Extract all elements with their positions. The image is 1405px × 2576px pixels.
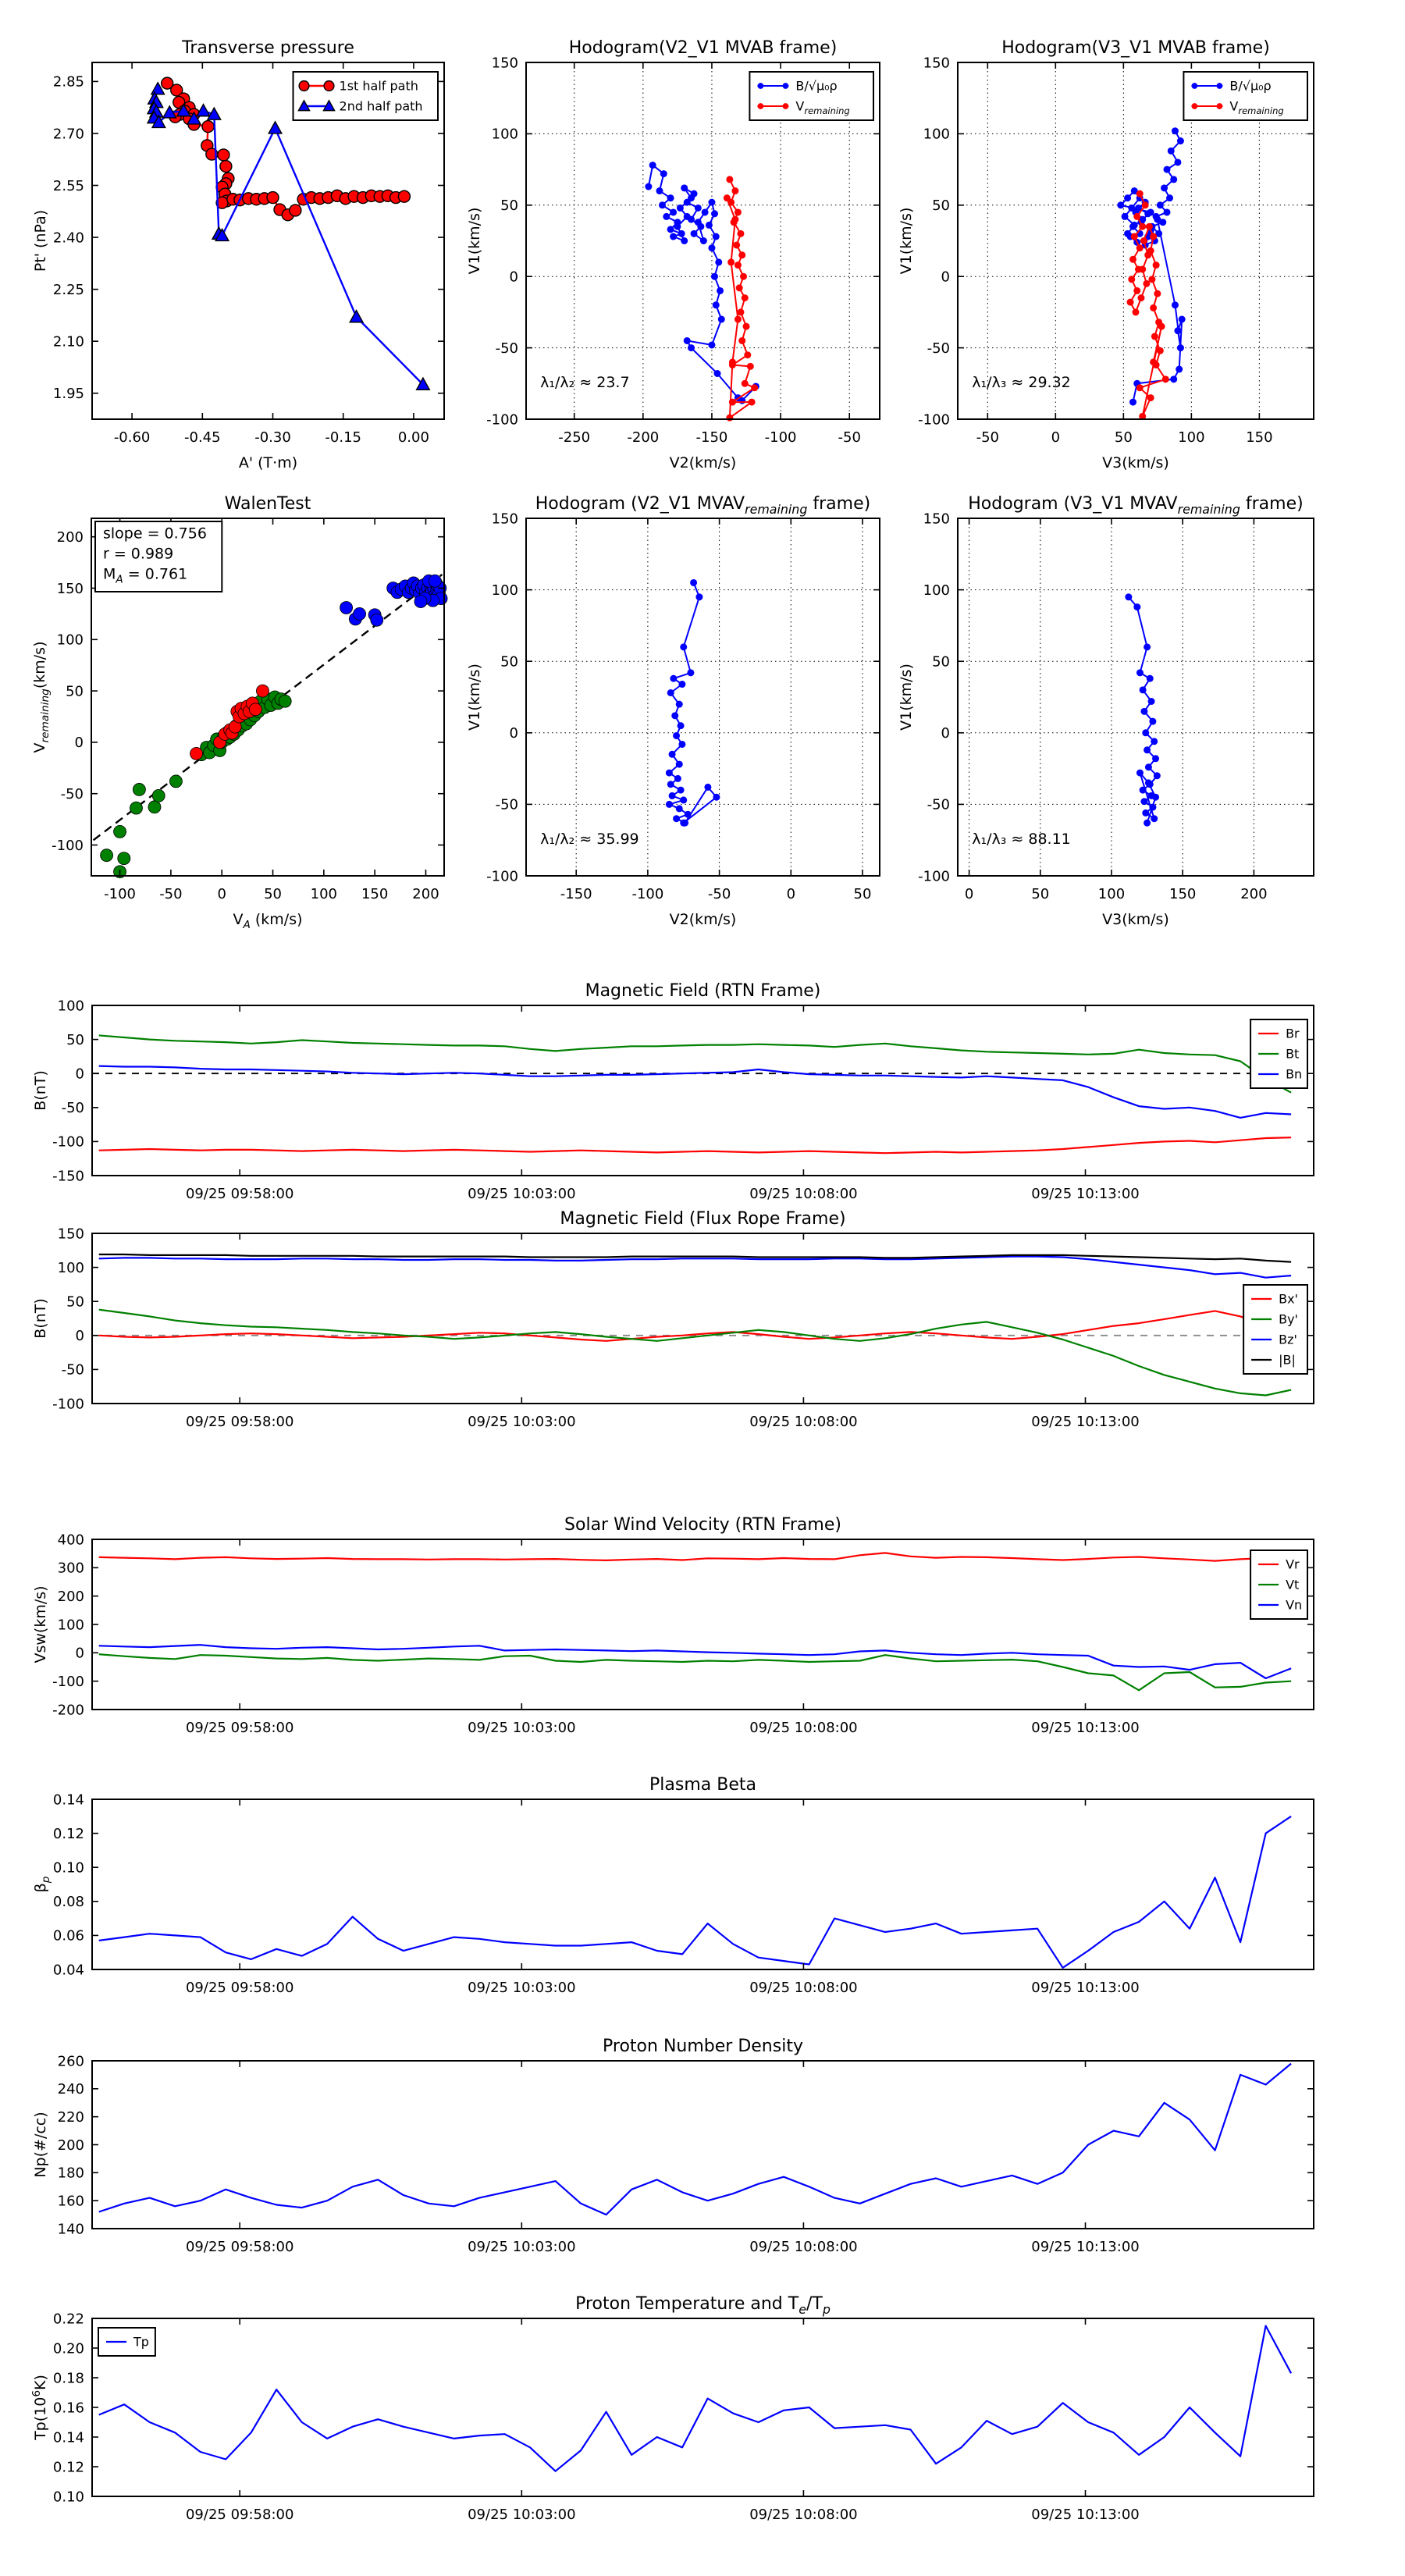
ts-magnetic-fluxrope-xtick-label: 09/25 10:13:00 bbox=[1031, 1414, 1140, 1430]
ts-plasma-beta-ytick-label: 0.10 bbox=[52, 1859, 84, 1877]
hodogram-v2v1-mvab-xtick-label: -200 bbox=[627, 429, 660, 446]
ts-plasma-beta-series-beta-p bbox=[99, 1816, 1291, 1968]
ts-proton-density-ytick-label: 140 bbox=[57, 2221, 84, 2238]
ts-magnetic-fluxrope-xtick-label: 09/25 10:08:00 bbox=[749, 1414, 858, 1430]
hodogram-v2v1-mvav-xtick-label: -100 bbox=[631, 886, 664, 902]
ts-magnetic-rtn-series-bn bbox=[99, 1066, 1291, 1118]
ts-magnetic-fluxrope-series-by-prime bbox=[99, 1310, 1291, 1396]
transverse-pressure-ytick-label: 2.10 bbox=[52, 333, 84, 350]
transverse-pressure-xtick-label: -0.60 bbox=[113, 429, 151, 446]
ts-proton-temperature-title: Proton Temperature and $T_e/T_p$ bbox=[575, 2294, 831, 2317]
hodogram-v2v1-mvav-xtick-label: -50 bbox=[707, 886, 731, 902]
transverse-pressure-xtick-label: -0.30 bbox=[254, 429, 291, 446]
ts-magnetic-fluxrope-ytick-label: -100 bbox=[52, 1396, 84, 1413]
transverse-pressure-ytick-label: 2.40 bbox=[52, 229, 84, 247]
ts-plasma-beta-ytick-label: 0.06 bbox=[52, 1927, 84, 1944]
walen-test bbox=[31, 494, 447, 931]
ts-proton-density-xtick-label: 09/25 10:13:00 bbox=[1031, 2239, 1140, 2255]
hodogram-v2v1-mvav-ytick-label: 0 bbox=[509, 725, 518, 742]
transverse-pressure-legend-label: 1st half path bbox=[339, 78, 418, 94]
ts-proton-temperature-xtick-label: 09/25 10:13:00 bbox=[1031, 2507, 1140, 2523]
walen-test-xtick-label: 200 bbox=[412, 886, 439, 902]
ts-magnetic-fluxrope-ytick-label: 100 bbox=[57, 1259, 84, 1276]
transverse-pressure-ytick-label: 2.85 bbox=[52, 73, 84, 91]
walen-test-xtick-label: 150 bbox=[361, 886, 389, 902]
ts-velocity-rtn-ytick-label: 100 bbox=[57, 1617, 84, 1634]
hodogram-v3v1-mvab-xlabel: V3(km/s) bbox=[1102, 454, 1169, 471]
walen-test-ytick-label: 200 bbox=[56, 528, 84, 546]
walen-test-ytick-label: 50 bbox=[66, 683, 84, 700]
ts-plasma-beta-ytick-label: 0.12 bbox=[52, 1825, 84, 1842]
hodogram-v2v1-mvab-annotation: λ₁/λ₂ ≈ 23.7 bbox=[540, 373, 630, 391]
ts-magnetic-fluxrope-legend bbox=[1243, 1285, 1307, 1374]
ts-velocity-rtn-xtick-label: 09/25 10:13:00 bbox=[1031, 1720, 1140, 1736]
ts-magnetic-rtn-ylabel: B(nT) bbox=[32, 1070, 49, 1111]
hodogram-v2v1-mvab-ytick-label: 150 bbox=[491, 55, 518, 72]
hodogram-v2v1-mvav-annotation: λ₁/λ₂ ≈ 35.99 bbox=[540, 830, 639, 848]
ts-magnetic-rtn-ytick-label: 100 bbox=[57, 998, 84, 1015]
walen-test-ytick-label: -50 bbox=[60, 786, 84, 803]
hodogram-v3v1-mvav-xlabel: V3(km/s) bbox=[1102, 911, 1169, 928]
ts-magnetic-fluxrope-ytick-label: 150 bbox=[57, 1226, 84, 1243]
ts-proton-density-xtick-label: 09/25 10:03:00 bbox=[468, 2239, 576, 2255]
transverse-pressure-ytick-label: 2.55 bbox=[52, 177, 84, 194]
ts-magnetic-rtn-legend bbox=[1250, 1019, 1307, 1088]
walen-test-series-scatter-green-markers bbox=[101, 691, 292, 878]
hodogram-v2v1-mvab-xtick-label: -150 bbox=[695, 429, 728, 446]
transverse-pressure-ylabel: Pt' (nPa) bbox=[32, 209, 49, 272]
transverse-pressure-xlabel: A' (T·m) bbox=[238, 454, 298, 471]
ts-velocity-rtn bbox=[32, 1515, 1314, 1736]
hodogram-v3v1-mvab-ytick-label: -50 bbox=[927, 340, 950, 357]
ts-plasma-beta-ytick-label: 0.04 bbox=[52, 1962, 84, 1979]
hodogram-v3v1-mvav-annotation: λ₁/λ₃ ≈ 88.11 bbox=[972, 830, 1071, 848]
ts-plasma-beta-xtick-label: 09/25 10:08:00 bbox=[749, 1980, 858, 1996]
ts-proton-temperature-ytick-label: 0.20 bbox=[52, 2340, 84, 2357]
hodogram-v3v1-mvav-xtick-label: 50 bbox=[1031, 886, 1050, 902]
ts-magnetic-fluxrope-xtick-label: 09/25 10:03:00 bbox=[468, 1414, 576, 1430]
hodogram-v2v1-mvab-series-b-alfven-markers bbox=[645, 162, 759, 404]
ts-magnetic-rtn-ytick-label: -150 bbox=[52, 1168, 84, 1185]
ts-velocity-rtn-frame bbox=[92, 1539, 1314, 1710]
walen-test-series-scatter-blue-markers bbox=[340, 575, 447, 626]
ts-proton-temperature-ytick-label: 0.12 bbox=[52, 2459, 84, 2476]
ts-proton-temperature-ytick-label: 0.16 bbox=[52, 2400, 84, 2417]
ts-velocity-rtn-ylabel: Vsw(km/s) bbox=[32, 1585, 49, 1663]
hodogram-v3v1-mvav-ytick-label: -50 bbox=[927, 796, 950, 813]
hodogram-v2v1-mvab bbox=[466, 38, 880, 471]
ts-proton-temperature-series-tp bbox=[99, 2326, 1291, 2471]
ts-velocity-rtn-xtick-label: 09/25 10:08:00 bbox=[749, 1720, 858, 1736]
hodogram-v3v1-mvab-legend bbox=[1183, 72, 1307, 120]
ts-proton-temperature-ytick-label: 0.22 bbox=[52, 2311, 84, 2328]
transverse-pressure-ytick-label: 2.70 bbox=[52, 126, 84, 143]
ts-plasma-beta-frame bbox=[92, 1799, 1314, 1969]
hodogram-v2v1-mvav-ytick-label: -50 bbox=[495, 796, 518, 813]
hodogram-v3v1-mvab bbox=[898, 38, 1314, 471]
ts-magnetic-rtn-xtick-label: 09/25 10:08:00 bbox=[749, 1186, 858, 1202]
transverse-pressure-ytick-label: 2.25 bbox=[52, 281, 84, 298]
hodogram-v2v1-mvab-ytick-label: 100 bbox=[491, 126, 518, 143]
walen-test-stats-line: slope = 0.756 bbox=[103, 525, 207, 543]
ts-proton-density-title: Proton Number Density bbox=[603, 2037, 803, 2056]
hodogram-v2v1-mvab-ytick-label: -100 bbox=[486, 411, 518, 429]
ts-velocity-rtn-series-vt bbox=[99, 1654, 1291, 1690]
hodogram-v3v1-mvav-ytick-label: 50 bbox=[932, 653, 950, 671]
hodogram-v3v1-mvab-xtick-label: 50 bbox=[1114, 429, 1133, 446]
ts-magnetic-rtn-ytick-label: 50 bbox=[66, 1031, 84, 1048]
ts-magnetic-rtn-xtick-label: 09/25 10:13:00 bbox=[1031, 1186, 1140, 1202]
hodogram-v3v1-mvab-ylabel: V1(km/s) bbox=[898, 207, 915, 275]
hodogram-v2v1-mvav-frame bbox=[526, 518, 880, 876]
hodogram-v2v1-mvab-legend bbox=[749, 72, 873, 120]
ts-proton-density-ytick-label: 160 bbox=[57, 2193, 84, 2210]
ts-magnetic-rtn-ytick-label: -100 bbox=[52, 1133, 84, 1151]
ts-proton-temperature-legend-label: Tp bbox=[133, 2334, 149, 2350]
ts-magnetic-fluxrope-series-bz-prime bbox=[99, 1257, 1291, 1278]
ts-magnetic-fluxrope bbox=[32, 1209, 1314, 1430]
transverse-pressure-ytick-label: 1.95 bbox=[52, 386, 84, 403]
hodogram-v3v1-mvav-ytick-label: 0 bbox=[941, 725, 950, 742]
ts-proton-density-ytick-label: 220 bbox=[57, 2108, 84, 2126]
ts-magnetic-rtn-xtick-label: 09/25 09:58:00 bbox=[185, 1186, 294, 1202]
ts-magnetic-fluxrope-legend-label: Bx' bbox=[1279, 1291, 1298, 1307]
walen-test-ytick-label: 150 bbox=[56, 580, 84, 597]
transverse-pressure-series-second-half-path bbox=[154, 89, 423, 384]
ts-velocity-rtn-legend-label: Vn bbox=[1286, 1597, 1303, 1613]
ts-proton-density-ylabel: Np(#/cc) bbox=[32, 2112, 49, 2178]
hodogram-v3v1-mvav-ytick-label: -100 bbox=[918, 868, 950, 885]
ts-magnetic-fluxrope-legend-label: |B| bbox=[1279, 1352, 1296, 1368]
hodogram-v2v1-mvav-ylabel: V1(km/s) bbox=[466, 664, 483, 731]
ts-magnetic-fluxrope-xtick-label: 09/25 09:58:00 bbox=[185, 1414, 294, 1430]
ts-proton-temperature-xtick-label: 09/25 10:08:00 bbox=[749, 2507, 858, 2523]
ts-magnetic-fluxrope-ytick-label: 50 bbox=[66, 1293, 84, 1311]
ts-magnetic-fluxrope-ytick-label: -50 bbox=[61, 1361, 84, 1379]
ts-proton-temperature-ylabel: $Tp(10^6K)$ bbox=[30, 2375, 49, 2440]
walen-test-xtick-label: -100 bbox=[104, 886, 137, 902]
ts-velocity-rtn-xtick-label: 09/25 09:58:00 bbox=[185, 1720, 294, 1736]
ts-magnetic-rtn-series-bt bbox=[99, 1035, 1291, 1092]
hodogram-v2v1-mvav-grid bbox=[526, 518, 880, 876]
transverse-pressure-legend bbox=[293, 72, 438, 120]
ts-proton-temperature-xtick-label: 09/25 09:58:00 bbox=[185, 2507, 294, 2523]
ts-velocity-rtn-ytick-label: -200 bbox=[52, 1702, 84, 1719]
transverse-pressure-xtick-label: -0.45 bbox=[184, 429, 221, 446]
ts-magnetic-rtn-ytick-label: -50 bbox=[61, 1100, 84, 1117]
hodogram-v3v1-mvab-xtick-label: 0 bbox=[1051, 429, 1061, 446]
walen-test-xtick-label: 0 bbox=[217, 886, 226, 902]
walen-test-stats-line: r = 0.989 bbox=[103, 545, 174, 563]
ts-velocity-rtn-legend bbox=[1250, 1550, 1307, 1619]
transverse-pressure-title: Transverse pressure bbox=[182, 38, 354, 58]
transverse-pressure-xtick-label: -0.15 bbox=[325, 429, 362, 446]
ts-velocity-rtn-xtick-label: 09/25 10:03:00 bbox=[468, 1720, 576, 1736]
hodogram-v3v1-mvav-title: Hodogram (V3_V1 $MVAV_{remaining}$ frame) bbox=[968, 494, 1304, 517]
ts-plasma-beta-ylabel: $\beta_p$ bbox=[32, 1876, 53, 1893]
ts-magnetic-fluxrope-ylabel: B(nT) bbox=[32, 1298, 49, 1339]
walen-test-ytick-label: 0 bbox=[74, 735, 84, 752]
hodogram-v3v1-mvab-legend-label: B/√μ₀ρ bbox=[1229, 78, 1272, 94]
ts-magnetic-fluxrope-title: Magnetic Field (Flux Rope Frame) bbox=[560, 1209, 846, 1229]
hodogram-v3v1-mvav-frame bbox=[958, 518, 1314, 876]
walen-test-title: WalenTest bbox=[224, 494, 311, 514]
transverse-pressure-legend-label: 2nd half path bbox=[339, 98, 423, 114]
hodogram-v2v1-mvab-ytick-label: -50 bbox=[495, 340, 518, 357]
hodogram-v3v1-mvav-grid bbox=[958, 518, 1314, 876]
hodogram-v3v1-mvav bbox=[898, 494, 1314, 928]
hodogram-v2v1-mvab-xtick-label: -250 bbox=[558, 429, 591, 446]
ts-plasma-beta-ytick-label: 0.08 bbox=[52, 1894, 84, 1911]
ts-magnetic-rtn-legend-label: Br bbox=[1286, 1026, 1300, 1041]
ts-plasma-beta-xtick-label: 09/25 10:13:00 bbox=[1031, 1980, 1140, 1996]
ts-magnetic-rtn-ytick-label: 0 bbox=[75, 1066, 84, 1083]
ts-proton-density-ytick-label: 240 bbox=[57, 2081, 84, 2098]
hodogram-v2v1-mvav-title: Hodogram (V2_V1 $MVAV_{remaining}$ frame) bbox=[535, 494, 871, 517]
hodogram-v2v1-mvav-ytick-label: -100 bbox=[486, 868, 518, 885]
hodogram-v3v1-mvab-ytick-label: 150 bbox=[923, 55, 950, 72]
ts-magnetic-rtn-xtick-label: 09/25 10:03:00 bbox=[468, 1186, 576, 1202]
ts-velocity-rtn-title: Solar Wind Velocity (RTN Frame) bbox=[564, 1515, 841, 1535]
hodogram-v3v1-mvab-annotation: λ₁/λ₃ ≈ 29.32 bbox=[972, 373, 1071, 391]
ts-proton-density-frame bbox=[92, 2061, 1314, 2229]
hodogram-v3v1-mvab-title: Hodogram(V3_V1 MVAB frame) bbox=[1001, 38, 1270, 58]
ts-velocity-rtn-series-vr bbox=[99, 1553, 1291, 1560]
ts-velocity-rtn-ytick-label: 300 bbox=[57, 1560, 84, 1577]
hodogram-v2v1-mvab-legend-label: $V_{remaining}$ bbox=[795, 98, 850, 116]
walen-test-ylabel: $V_{remaining}(km/s)$ bbox=[31, 641, 52, 753]
hodogram-v2v1-mvav-ytick-label: 150 bbox=[491, 511, 518, 528]
hodogram-v3v1-mvab-ytick-label: 100 bbox=[923, 126, 950, 143]
hodogram-v3v1-mvab-xtick-label: 100 bbox=[1178, 429, 1205, 446]
hodogram-v2v1-mvab-ytick-label: 50 bbox=[500, 197, 518, 215]
hodogram-v3v1-mvav-ytick-label: 150 bbox=[923, 511, 950, 528]
walen-test-xtick-label: 100 bbox=[310, 886, 338, 902]
hodogram-v3v1-mvab-ytick-label: 0 bbox=[941, 269, 950, 286]
hodogram-v2v1-mvab-ytick-label: 0 bbox=[509, 269, 518, 286]
hodogram-v2v1-mvab-xtick-label: -100 bbox=[764, 429, 797, 446]
ts-magnetic-rtn-title: Magnetic Field (RTN Frame) bbox=[585, 981, 821, 1001]
ts-proton-density-ytick-label: 180 bbox=[57, 2165, 84, 2182]
ts-proton-temperature-ytick-label: 0.14 bbox=[52, 2429, 84, 2446]
hodogram-v3v1-mvav-xtick-label: 150 bbox=[1169, 886, 1197, 902]
ts-plasma-beta-title: Plasma Beta bbox=[649, 1775, 756, 1795]
walen-test-xlabel: $V_A$ (km/s) bbox=[233, 911, 303, 932]
ts-proton-density-series-np bbox=[99, 2064, 1291, 2215]
walen-test-xtick-label: 50 bbox=[264, 886, 282, 902]
walen-test-ytick-label: -100 bbox=[52, 837, 84, 854]
hodogram-v2v1-mvab-series-v-remaining-markers bbox=[724, 176, 758, 421]
hodogram-v3v1-mvav-xtick-label: 200 bbox=[1240, 886, 1268, 902]
hodogram-v3v1-mvab-xtick-label: 150 bbox=[1246, 429, 1273, 446]
ts-magnetic-rtn-series-br bbox=[99, 1137, 1291, 1153]
hodogram-v3v1-mvav-ylabel: V1(km/s) bbox=[898, 664, 915, 731]
hodogram-v2v1-mvav-ytick-label: 50 bbox=[500, 653, 518, 671]
hodogram-v3v1-mvab-xtick-label: -50 bbox=[976, 429, 999, 446]
ts-proton-density-xtick-label: 09/25 09:58:00 bbox=[185, 2239, 294, 2255]
ts-velocity-rtn-ytick-label: -100 bbox=[52, 1673, 84, 1690]
hodogram-v3v1-mvab-ytick-label: 50 bbox=[932, 197, 950, 215]
ts-velocity-rtn-ytick-label: 200 bbox=[57, 1588, 84, 1605]
hodogram-v3v1-mvav-ytick-label: 100 bbox=[923, 582, 950, 599]
ts-velocity-rtn-ytick-label: 0 bbox=[75, 1645, 84, 1662]
hodogram-v3v1-mvav-xtick-label: 0 bbox=[964, 886, 974, 902]
hodogram-v3v1-mvab-legend-label: $V_{remaining}$ bbox=[1229, 98, 1284, 116]
hodogram-v2v1-mvav-xtick-label: -150 bbox=[560, 886, 592, 902]
transverse-pressure bbox=[32, 38, 444, 471]
ts-magnetic-fluxrope-legend-label: By' bbox=[1279, 1311, 1298, 1327]
hodogram-v2v1-mvav-xlabel: V2(km/s) bbox=[669, 911, 737, 928]
ts-plasma-beta-ytick-label: 0.14 bbox=[52, 1791, 84, 1809]
hodogram-v2v1-mvav-xtick-label: 50 bbox=[853, 886, 872, 902]
ts-plasma-beta-xtick-label: 09/25 09:58:00 bbox=[185, 1980, 294, 1996]
ts-proton-temperature-xtick-label: 09/25 10:03:00 bbox=[468, 2507, 576, 2523]
ts-plasma-beta-xtick-label: 09/25 10:03:00 bbox=[468, 1980, 576, 1996]
hodogram-v3v1-mvab-ytick-label: -100 bbox=[918, 411, 950, 429]
ts-plasma-beta bbox=[32, 1775, 1314, 1996]
ts-proton-density-ytick-label: 260 bbox=[57, 2053, 84, 2070]
walen-test-xtick-label: -50 bbox=[159, 886, 183, 902]
hodogram-v2v1-mvab-legend-label: B/√μ₀ρ bbox=[795, 78, 838, 94]
ts-magnetic-rtn bbox=[32, 981, 1314, 1202]
ts-velocity-rtn-ytick-label: 400 bbox=[57, 1532, 84, 1549]
transverse-pressure-xtick-label: 0.00 bbox=[397, 429, 429, 446]
ts-proton-temperature-ytick-label: 0.10 bbox=[52, 2489, 84, 2506]
ts-magnetic-fluxrope-ytick-label: 0 bbox=[75, 1328, 84, 1345]
ts-proton-density bbox=[32, 2037, 1314, 2255]
ts-magnetic-fluxrope-legend-label: Bz' bbox=[1279, 1332, 1297, 1347]
ts-magnetic-rtn-legend-label: Bt bbox=[1286, 1046, 1300, 1062]
ts-proton-temperature bbox=[30, 2294, 1314, 2523]
ts-proton-density-ytick-label: 200 bbox=[57, 2137, 84, 2154]
walen-test-ytick-label: 100 bbox=[56, 632, 84, 649]
hodogram-v2v1-mvab-ylabel: V1(km/s) bbox=[466, 207, 483, 275]
hodogram-v2v1-mvab-xtick-label: -50 bbox=[838, 429, 861, 446]
ts-magnetic-rtn-legend-label: Bn bbox=[1286, 1066, 1303, 1082]
ts-proton-temperature-legend bbox=[98, 2328, 155, 2356]
ts-velocity-rtn-legend-label: Vt bbox=[1286, 1577, 1300, 1592]
hodogram-v2v1-mvav-ytick-label: 100 bbox=[491, 582, 518, 599]
walen-test-stats-line: $M_A = 0.761$ bbox=[103, 565, 188, 586]
hodogram-v2v1-mvab-series-v-remaining bbox=[727, 180, 754, 418]
hodogram-v2v1-mvab-title: Hodogram(V2_V1 MVAB frame) bbox=[568, 38, 838, 58]
ts-proton-density-xtick-label: 09/25 10:08:00 bbox=[749, 2239, 858, 2255]
hodogram-v2v1-mvav-xtick-label: 0 bbox=[786, 886, 796, 902]
hodogram-v2v1-mvav bbox=[466, 494, 880, 928]
hodogram-v3v1-mvav-xtick-label: 100 bbox=[1097, 886, 1126, 902]
ts-proton-temperature-ytick-label: 0.18 bbox=[52, 2370, 84, 2387]
ts-velocity-rtn-legend-label: Vr bbox=[1286, 1557, 1300, 1572]
hodogram-v2v1-mvab-xlabel: V2(km/s) bbox=[669, 454, 737, 471]
